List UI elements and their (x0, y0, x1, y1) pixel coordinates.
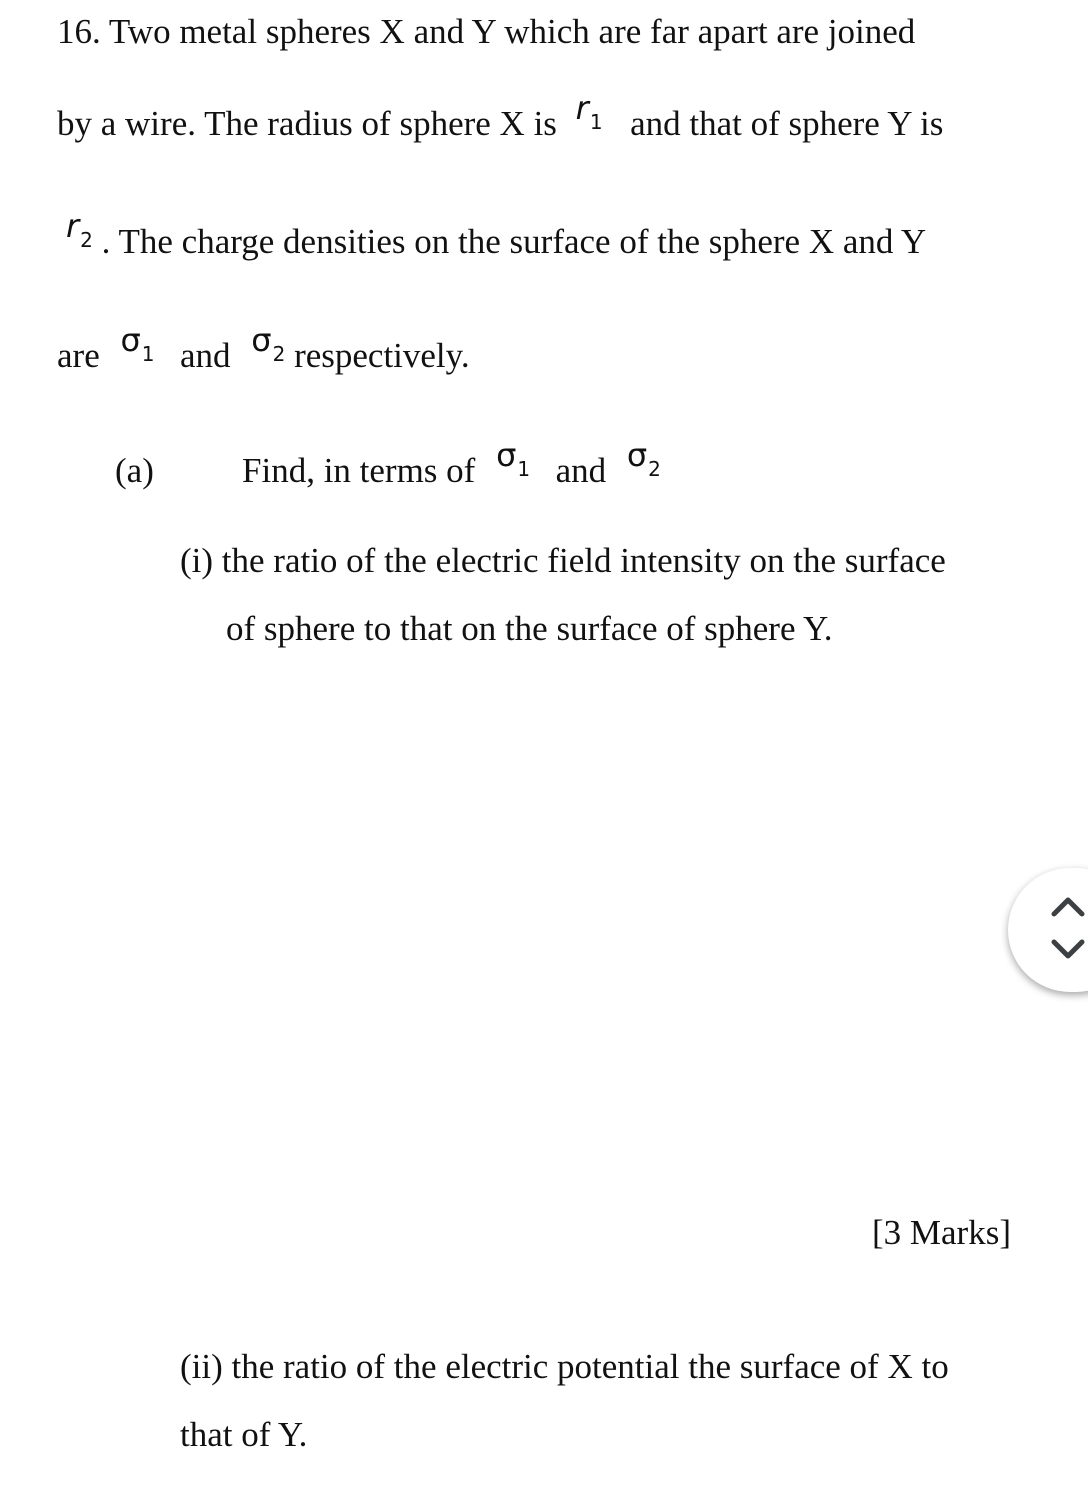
r2-symbol: $r_2$ (66, 207, 93, 252)
part-a-text (242, 436, 661, 495)
part-a-and: and (555, 451, 607, 490)
question-line-3-text: . The charge densities on the surface of the sphere X and Y (101, 222, 927, 261)
previous-button[interactable] (1048, 890, 1088, 922)
question-line-3 (66, 207, 927, 266)
r1-symbol: $r_1$ (575, 89, 603, 134)
part-ii-line-2: that of Y. (180, 1415, 308, 1454)
next-button[interactable] (1048, 934, 1088, 966)
part-a-label: (a) (115, 451, 154, 490)
question-line-1: 16. Two metal spheres X and Y which are far apart are joined (57, 12, 916, 51)
question-line-4-end: respectively. (294, 336, 470, 375)
marks-label: [3 Marks] (872, 1213, 1011, 1252)
part-a-sigma1-symbol: $\sigma_1$ (496, 436, 531, 481)
part-i-line-2: of sphere to that on the surface of sphere Y. (226, 609, 833, 648)
part-a-prompt: Find, in terms of (242, 451, 476, 490)
chevron-down-icon (1048, 934, 1088, 966)
chevron-up-icon (1048, 890, 1088, 922)
page-nav-control (1008, 868, 1088, 992)
question-line-4-start: are (57, 336, 100, 375)
question-line-2-end: and that of sphere Y is (630, 104, 944, 143)
part-i-line-1: (i) the ratio of the electric field intensity on the surface (180, 541, 946, 580)
question-line-4-and: and (180, 336, 231, 375)
sigma1-symbol: $\sigma_1$ (120, 321, 155, 366)
question-line-2 (57, 89, 944, 148)
question-line-4 (57, 321, 470, 380)
part-a-sigma2-symbol: $\sigma_2$ (626, 436, 661, 481)
sigma2-symbol: $\sigma_2$ (251, 321, 286, 366)
question-line-2-start: by a wire. The radius of sphere X is (57, 104, 557, 143)
part-ii-line-1: (ii) the ratio of the electric potential the surface of X to (180, 1347, 949, 1386)
